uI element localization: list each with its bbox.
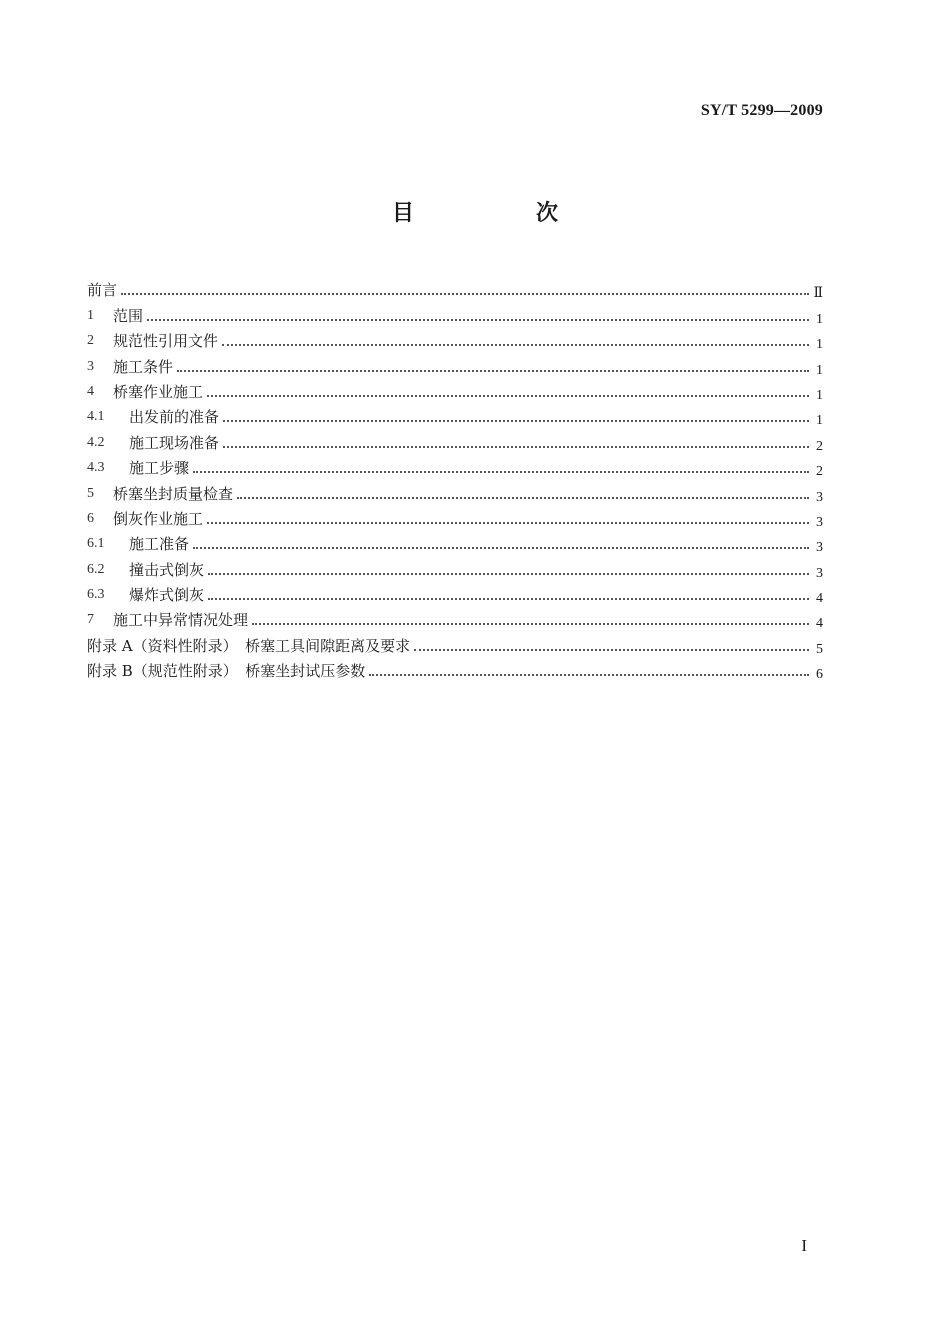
toc-entry[interactable] [87,503,823,528]
toc-entry[interactable] [87,477,823,505]
toc-entry-page: 3 [816,540,823,556]
toc-entry-title: 施工中异常情况处理 [113,611,249,630]
toc-entry-title: 出发前的准备 [129,408,220,427]
toc-dot-leader [147,319,809,321]
toc-entry-title: 附录 A（资料性附录） 桥塞工具间隙距离及要求 [87,636,411,655]
toc-dot-leader [252,623,809,625]
toc-entry[interactable] [87,528,823,556]
toc-dot-leader [207,522,809,524]
toc-entry[interactable] [87,299,823,327]
toc-entry-page: 3 [816,514,823,530]
toc-entry[interactable] [87,401,823,429]
toc-entry-title: 规范性引用文件 [113,332,219,351]
toc-entry[interactable] [87,553,823,581]
toc-entry-title: 施工条件 [113,357,174,376]
toc-entry-number: 4.3 [87,460,105,476]
toc-entry[interactable] [87,452,823,480]
toc-entry-number: 3 [87,358,94,374]
toc-entry-title: 施工现场准备 [129,433,220,452]
toc-entry[interactable] [87,350,823,378]
toc-entry-page: 1 [816,311,823,327]
toc-entry[interactable] [87,274,823,302]
toc-dot-leader [414,649,809,651]
toc-entry-title: 附录 B（规范性附录） 桥塞坐封试压参数 [87,662,366,681]
toc-entry-page: Ⅱ [813,286,823,302]
toc-entry-title: 施工步骤 [129,459,190,478]
toc-dot-leader [193,547,809,549]
toc-dot-leader [208,573,809,575]
toc-entry-title: 桥塞坐封质量检查 [113,484,234,503]
toc-entry-title: 撞击式倒灰 [129,560,205,579]
toc-title: 目 次 [391,201,608,226]
toc-entry-page: 3 [816,565,823,581]
toc-entry-title: 爆炸式倒灰 [129,586,205,605]
toc-entry-page: 2 [816,438,823,454]
toc-dot-leader [177,370,809,372]
toc-entry-page: 5 [816,641,823,657]
toc-entry-title: 范围 [113,306,144,325]
toc-dot-leader [223,420,809,422]
toc-entry[interactable] [87,655,823,683]
toc-dot-leader [121,293,809,295]
toc-entry-number: 6.2 [87,561,105,577]
table-of-contents [87,274,823,683]
standard-code: SY/T 5299—2009 [700,102,823,119]
toc-entry-title: 桥塞作业施工 [113,382,204,401]
toc-entry-number: 7 [87,612,94,628]
toc-dot-leader [369,674,809,676]
toc-entry-number: 1 [87,307,94,323]
toc-dot-leader [237,497,809,499]
toc-entry-title: 倒灰作业施工 [113,509,204,528]
toc-entry-page: 1 [816,387,823,403]
toc-entry-number: 6 [87,510,94,526]
toc-entry-page: 2 [816,464,823,480]
toc-entry-page: 3 [816,489,823,505]
toc-entry[interactable] [87,376,823,401]
toc-entry[interactable] [87,325,823,353]
toc-dot-leader [222,344,809,346]
toc-entry-title: 施工准备 [129,535,190,554]
page-number: I [801,1236,807,1255]
toc-entry-page: 6 [816,667,823,683]
toc-entry[interactable] [87,579,823,607]
toc-entry-page: 4 [816,616,823,632]
toc-entry-number: 6.3 [87,587,105,603]
toc-entry-page: 1 [816,337,823,353]
toc-dot-leader [208,598,809,600]
toc-entry-number: 4 [87,383,94,399]
toc-entry-number: 2 [87,333,94,349]
toc-entry-title: 前言 [87,281,118,300]
toc-entry-page: 1 [816,362,823,378]
toc-entry[interactable] [87,426,823,454]
toc-entry[interactable] [87,629,823,657]
toc-entry-number: 6.1 [87,536,105,552]
toc-entry-page: 1 [816,413,823,429]
toc-entry[interactable] [87,604,823,632]
toc-entry-number: 4.1 [87,409,105,425]
toc-entry-page: 4 [816,591,823,607]
toc-entry-number: 5 [87,485,94,501]
toc-entry-number: 4.2 [87,434,105,450]
toc-dot-leader [223,446,809,448]
toc-dot-leader [207,395,809,397]
toc-dot-leader [193,471,809,473]
